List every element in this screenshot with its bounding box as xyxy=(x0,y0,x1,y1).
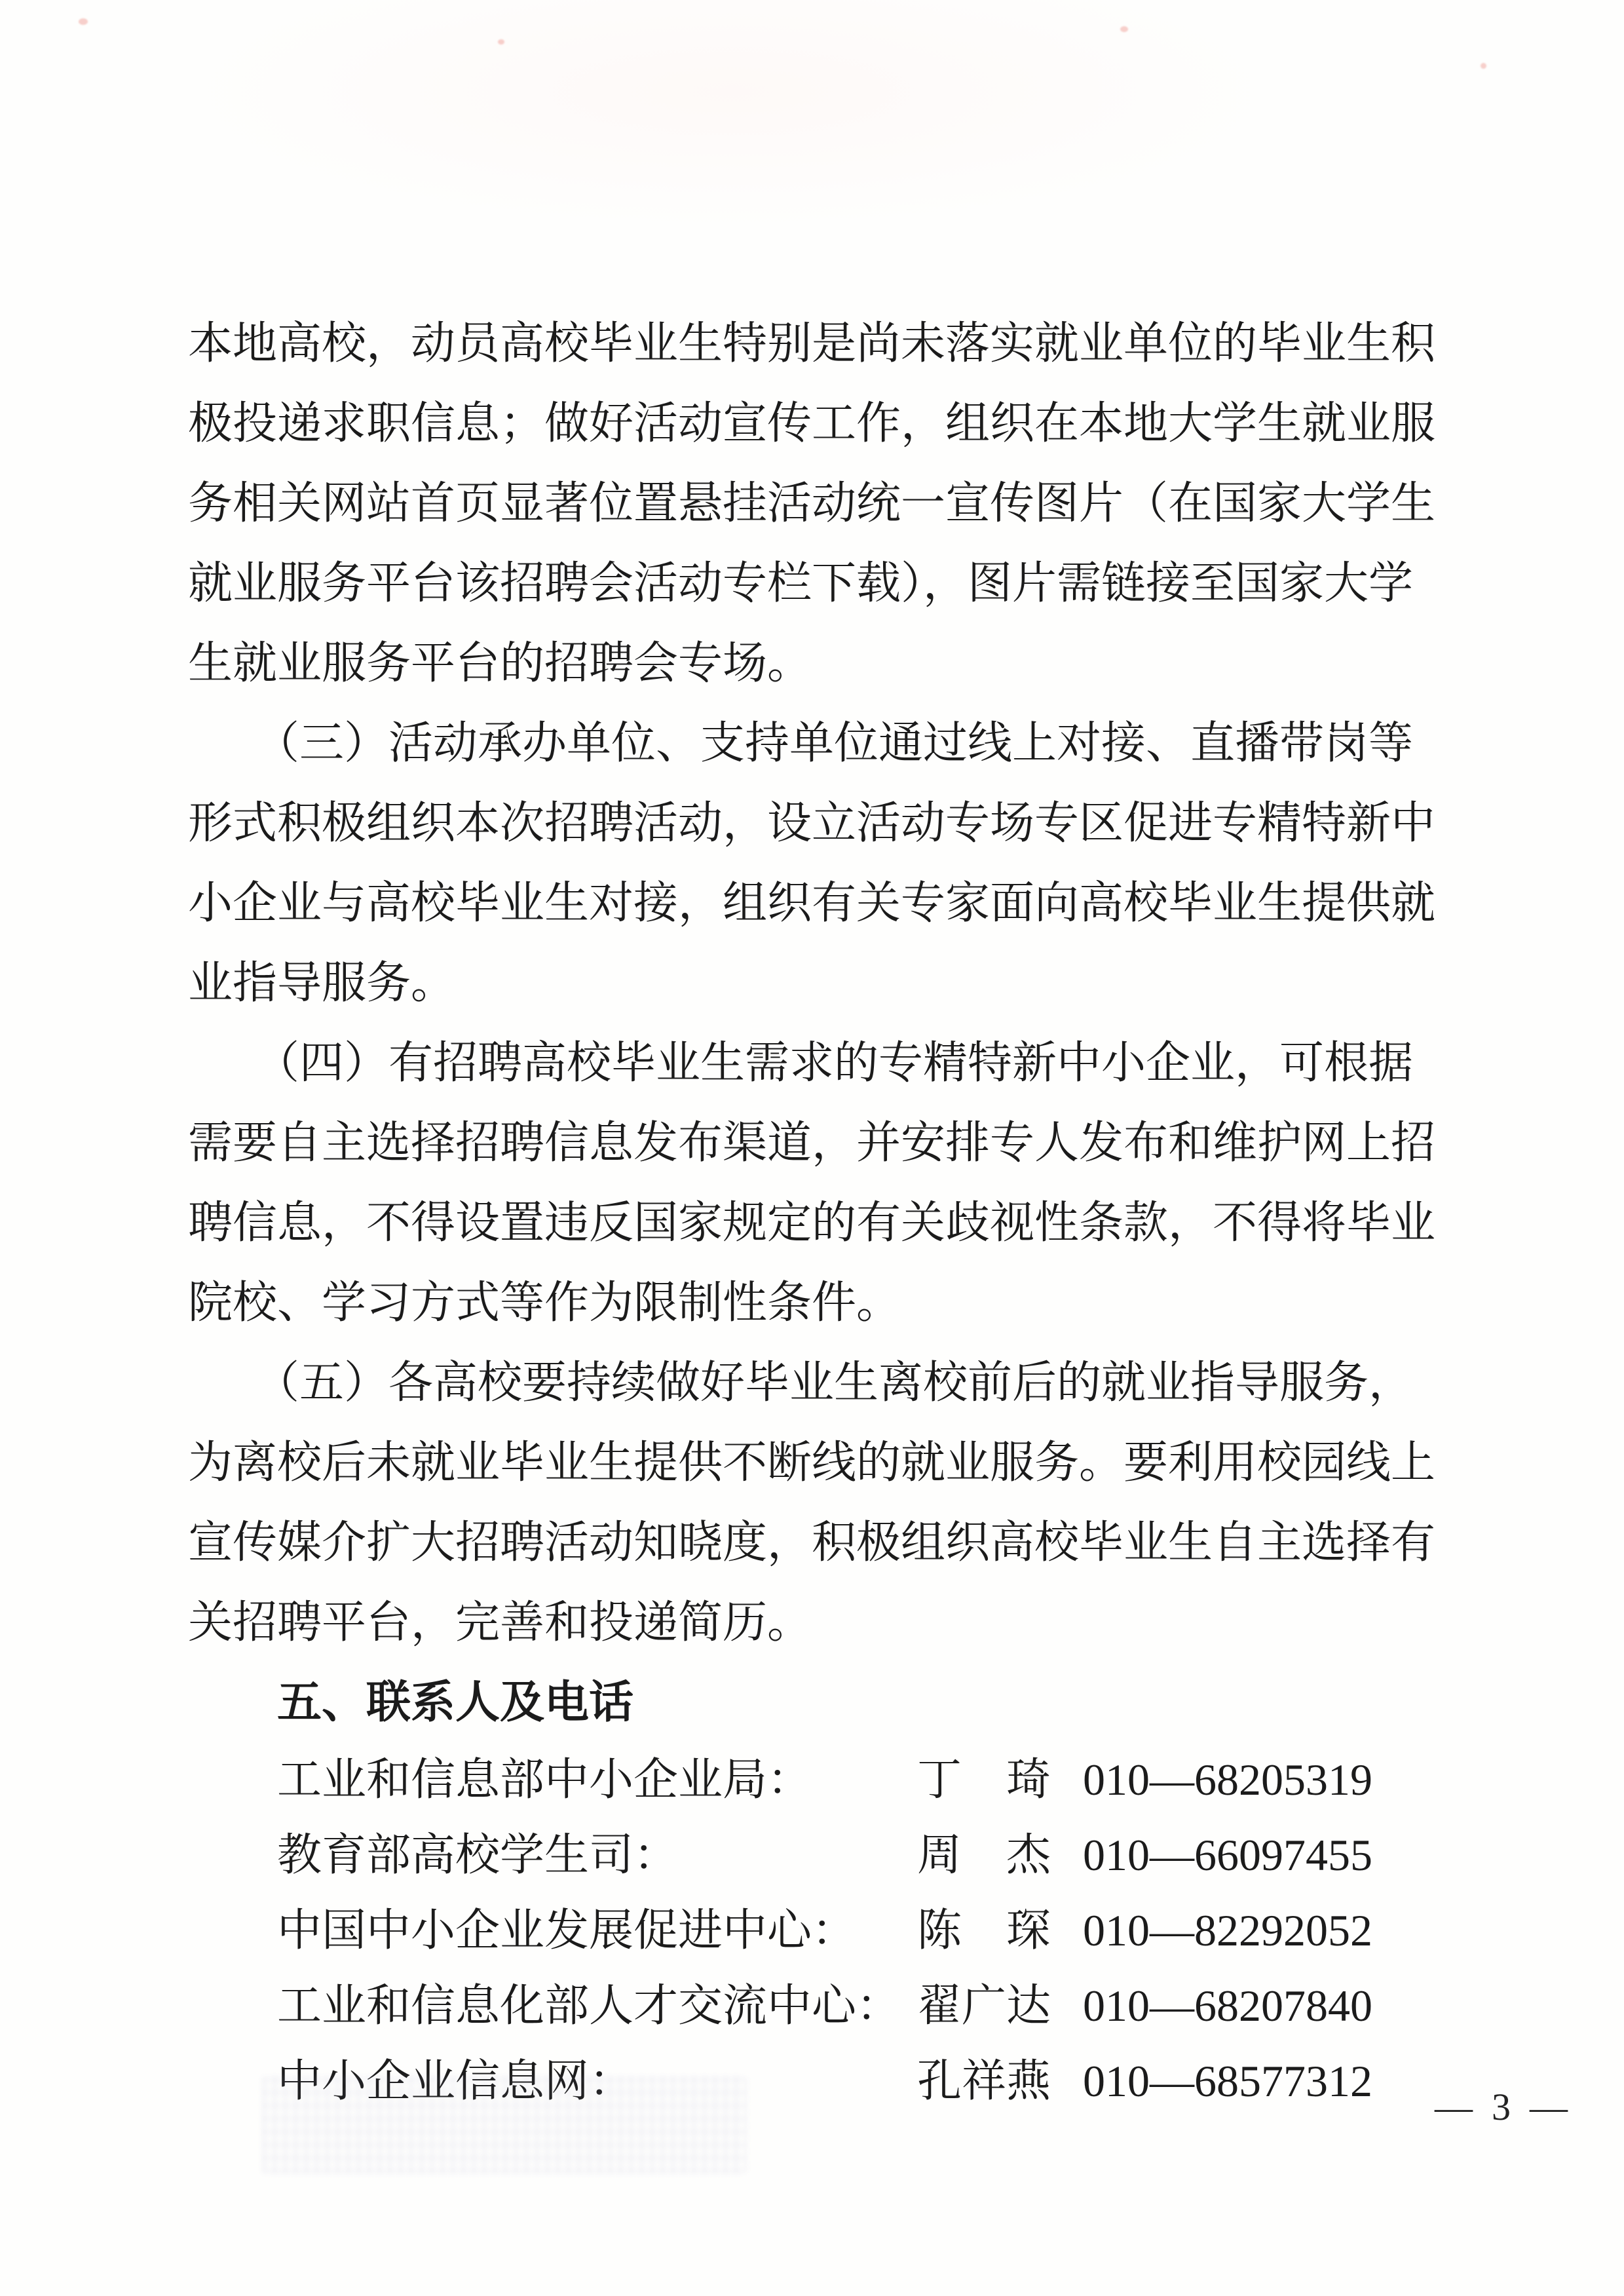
scan-noise-speck xyxy=(1481,63,1486,69)
scan-bleedthrough-artifact xyxy=(262,2076,747,2174)
text-line: （五）各高校要持续做好毕业生离校前后的就业指导服务， xyxy=(188,1358,1414,1407)
scan-noise-speck xyxy=(79,18,88,25)
text-line: 为离校后未就业毕业生提供不断线的就业服务。要利用校园线上 xyxy=(188,1438,1436,1487)
contact-organization: 教育部高校学生司： xyxy=(277,1830,679,1880)
text-line: 就业服务平台该招聘会活动专栏下载），图片需链接至国家大学 xyxy=(188,558,1414,608)
paragraph-block xyxy=(188,303,1435,1662)
text-line: 院校、学习方式等作为限制性条件。 xyxy=(188,1278,901,1328)
contact-row xyxy=(188,1968,1435,2044)
text-line: 本地高校，动员高校毕业生特别是尚未落实就业单位的毕业生积 xyxy=(188,318,1436,368)
contact-organization: 中小企业信息网： xyxy=(277,2056,634,2106)
section-heading: 五、联系人及电话 xyxy=(277,1677,634,1727)
contact-person-name: 翟广达 xyxy=(917,1981,1051,2031)
contact-row xyxy=(188,1893,1435,1968)
text-line: 形式积极组织本次招聘活动，设立活动专场专区促进专精特新中 xyxy=(188,798,1436,848)
contact-phone-number: 010—68577312 xyxy=(1083,2056,1372,2106)
document-body xyxy=(188,303,1435,2119)
contact-phone-number: 010—82292052 xyxy=(1083,1905,1372,1955)
contact-phone-number: 010—68205319 xyxy=(1083,1755,1372,1805)
contact-row xyxy=(188,1742,1435,1818)
contact-person-name: 周 杰 xyxy=(917,1830,1051,1880)
text-line: （四）有招聘高校毕业生需求的专精特新中小企业，可根据 xyxy=(188,1038,1414,1088)
text-line: 业指导服务。 xyxy=(188,958,456,1008)
scan-noise-speck xyxy=(1120,26,1128,32)
contact-phone-number: 010—68207840 xyxy=(1083,1981,1372,2031)
contact-list xyxy=(188,1742,1435,2119)
contact-organization: 工业和信息化部人才交流中心： xyxy=(277,1981,901,2031)
text-line: 关招聘平台，完善和投递简历。 xyxy=(188,1598,812,1647)
contact-phone-number: 010—66097455 xyxy=(1083,1830,1372,1880)
contact-organization: 工业和信息部中小企业局： xyxy=(277,1755,812,1805)
text-line: （三）活动承办单位、支持单位通过线上对接、直播带岗等 xyxy=(188,718,1414,768)
contact-row xyxy=(188,1818,1435,1893)
text-line: 生就业服务平台的招聘会专场。 xyxy=(188,638,812,688)
text-line: 极投递求职信息；做好活动宣传工作，组织在本地大学生就业服 xyxy=(188,398,1436,448)
text-line: 需要自主选择招聘信息发布渠道，并安排专人发布和维护网上招 xyxy=(188,1118,1436,1168)
text-line: 小企业与高校毕业生对接，组织有关专家面向高校毕业生提供就 xyxy=(188,878,1436,928)
page-number: — 3 — xyxy=(1435,2086,1568,2128)
text-line: 务相关网站首页显著位置悬挂活动统一宣传图片（在国家大学生 xyxy=(188,478,1436,528)
contact-person-name: 孔祥燕 xyxy=(917,2056,1051,2106)
text-line: 宣传媒介扩大招聘活动知晓度，积极组织高校毕业生自主选择有 xyxy=(188,1518,1436,1567)
text-line: 聘信息，不得设置违反国家规定的有关歧视性条款，不得将毕业 xyxy=(188,1198,1436,1248)
scan-noise-speck xyxy=(498,39,504,45)
contact-person-name: 丁 琦 xyxy=(917,1755,1051,1805)
contact-person-name: 陈 琛 xyxy=(917,1905,1051,1955)
contact-organization: 中国中小企业发展促进中心： xyxy=(277,1905,857,1955)
